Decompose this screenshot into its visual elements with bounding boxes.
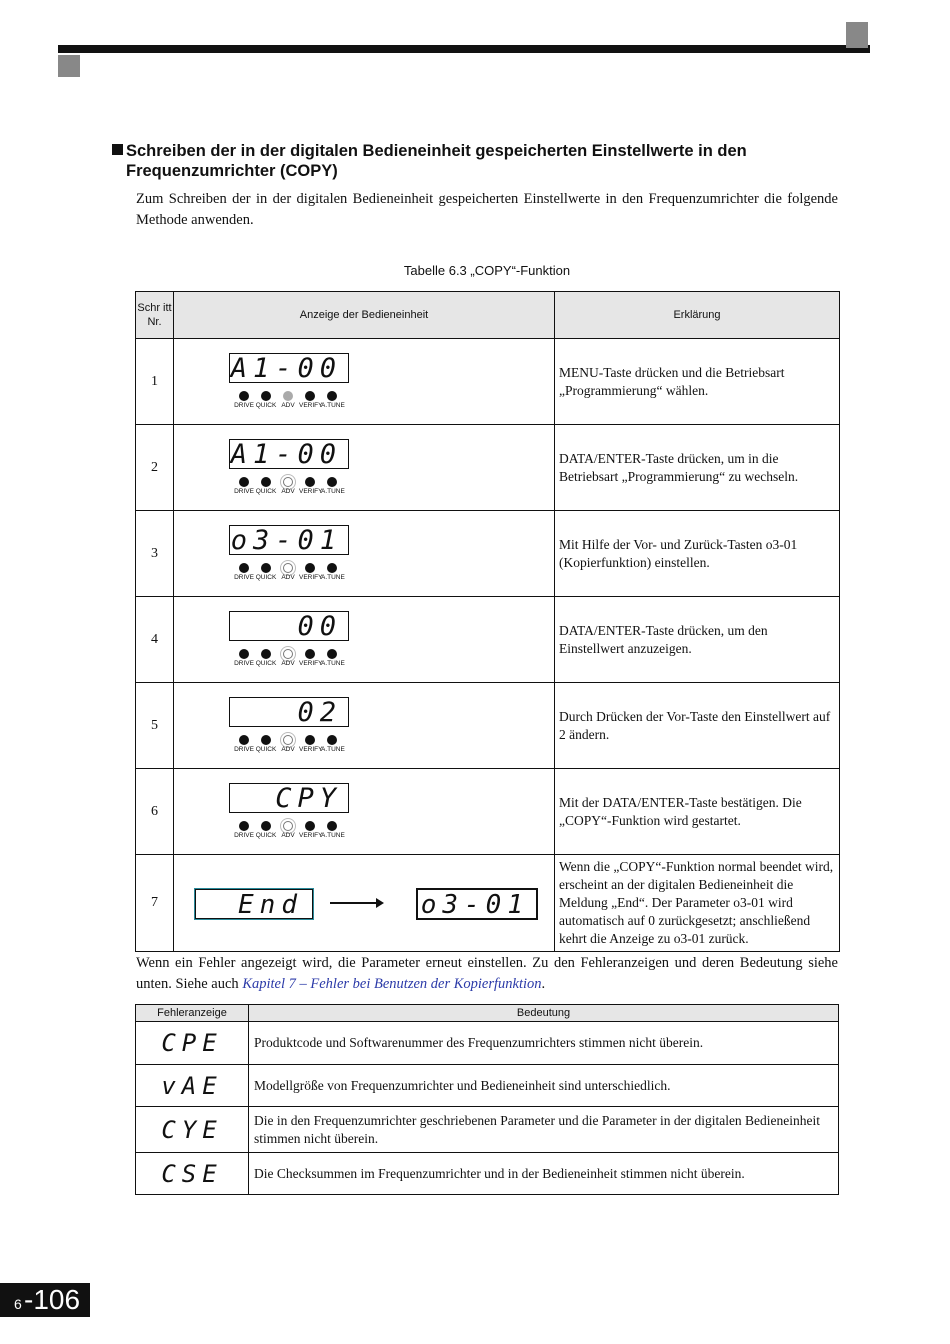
- led-indicator-icon: [327, 477, 337, 487]
- table-row: [136, 425, 840, 511]
- led-indicator-icon: [239, 477, 249, 487]
- led-label: VERIFY: [299, 660, 323, 667]
- led-label: ADV: [281, 746, 295, 753]
- led-indicator-icon: [239, 391, 249, 401]
- header-square-left: [58, 55, 80, 77]
- led-indicator-icon: [327, 735, 337, 745]
- error-code: CPE: [136, 1022, 249, 1065]
- led-row: [233, 735, 353, 753]
- step-number: 4: [136, 597, 174, 683]
- led-label: ADV: [281, 488, 295, 495]
- page-number: -106: [24, 1284, 81, 1315]
- section-heading: Schreiben der in der digitalen Bedieneinheit gespeicherten Einstellwerte in den Frequenzumrichter (COPY): [112, 141, 832, 181]
- led-label: VERIFY: [299, 574, 323, 581]
- led-label: A.TUNE: [321, 746, 345, 753]
- led-indicator-icon: [305, 477, 315, 487]
- led-indicator-icon: [305, 563, 315, 573]
- col-header-step: Schr itt Nr.: [136, 292, 174, 339]
- chapter-number: 6: [14, 1296, 22, 1312]
- lcd-display: o3-01: [229, 525, 349, 555]
- step-number: 5: [136, 683, 174, 769]
- table-caption: Tabelle 6.3 „COPY“-Funktion: [403, 263, 571, 278]
- step-number: 7: [136, 855, 174, 952]
- led-label: DRIVE: [234, 488, 254, 495]
- step-number: 2: [136, 425, 174, 511]
- lcd-display-end: End: [194, 888, 314, 920]
- table-row: [136, 339, 840, 425]
- led-label: DRIVE: [234, 660, 254, 667]
- led-label: ADV: [281, 660, 295, 667]
- led-indicator-icon: [261, 563, 271, 573]
- col-header-error-display: Fehleranzeige: [136, 1005, 249, 1022]
- led-label: A.TUNE: [321, 488, 345, 495]
- table-row: [136, 1065, 839, 1107]
- led-indicator-icon: [305, 821, 315, 831]
- error-code: CSE: [136, 1153, 249, 1195]
- led-indicator-icon: [283, 821, 293, 831]
- led-label: DRIVE: [234, 746, 254, 753]
- copy-steps-table: [135, 291, 840, 952]
- step-explanation: Mit Hilfe der Vor- und Zurück-Tasten o3-01 (Kopierfunktion) einstellen.: [555, 511, 840, 597]
- led-label: DRIVE: [234, 574, 254, 581]
- step-explanation: DATA/ENTER-Taste drücken, um in die Betriebsart „Programmierung“ zu wechseln.: [555, 425, 840, 511]
- step-number: 6: [136, 769, 174, 855]
- col-header-display: Anzeige der Bedieneinheit: [174, 292, 555, 339]
- led-indicator-icon: [261, 391, 271, 401]
- chapter-link[interactable]: Kapitel 7 – Fehler bei Benutzen der Kopierfunktion: [242, 976, 542, 992]
- led-row: [233, 821, 353, 839]
- led-label: ADV: [281, 832, 295, 839]
- led-label: QUICK: [255, 660, 277, 667]
- header-square-right: [846, 22, 868, 48]
- led-label: QUICK: [255, 832, 277, 839]
- col-header-meaning: Bedeutung: [249, 1005, 839, 1022]
- led-label: A.TUNE: [321, 574, 345, 581]
- led-indicator-icon: [261, 821, 271, 831]
- page-number-tab: [0, 1283, 90, 1317]
- led-label: ADV: [281, 574, 295, 581]
- intro-paragraph: Zum Schreiben der in der digitalen Bedieneinheit gespeicherten Einstellwerte in den Frequenzumrichter die folgende Methode anwenden.: [136, 191, 838, 228]
- error-code: CYE: [136, 1107, 249, 1153]
- error-meaning: Die in den Frequenzumrichter geschriebenen Parameter und die Parameter in der digitalen Bedieneinheit stimmen nicht überein.: [249, 1107, 839, 1153]
- col-header-explanation: Erklärung: [555, 292, 840, 339]
- led-indicator-icon: [261, 649, 271, 659]
- led-label: A.TUNE: [321, 660, 345, 667]
- led-label: DRIVE: [234, 402, 254, 409]
- led-label: ADV: [281, 402, 295, 409]
- square-bullet-icon: [112, 144, 123, 155]
- led-indicator-icon: [283, 477, 293, 487]
- led-row: [233, 477, 353, 495]
- led-indicator-icon: [305, 735, 315, 745]
- led-label: VERIFY: [299, 402, 323, 409]
- led-label: QUICK: [255, 574, 277, 581]
- led-indicator-icon: [327, 821, 337, 831]
- error-code: vAE: [136, 1065, 249, 1107]
- table-row: [136, 511, 840, 597]
- error-meaning: Modellgröße von Frequenzumrichter und Bedieneinheit sind unterschiedlich.: [249, 1065, 839, 1107]
- led-indicator-icon: [261, 477, 271, 487]
- led-label: DRIVE: [234, 832, 254, 839]
- error-note-paragraph: Wenn ein Fehler angezeigt wird, die Parameter erneut einstellen. Zu den Fehleranzeigen und deren Bedeutung siehe unten. Siehe auch Kapitel 7 – Fehler bei Benutzen der Kopierfunktion.: [136, 955, 838, 992]
- led-indicator-icon: [305, 649, 315, 659]
- step-explanation: Mit der DATA/ENTER-Taste bestätigen. Die „COPY“-Funktion wird gestartet.: [555, 769, 840, 855]
- lcd-display: A1-00: [229, 439, 349, 469]
- table-row: [136, 769, 840, 855]
- led-indicator-icon: [239, 821, 249, 831]
- table-row: [136, 683, 840, 769]
- step-number: 3: [136, 511, 174, 597]
- lcd-display: A1-00: [229, 353, 349, 383]
- led-label: VERIFY: [299, 832, 323, 839]
- lcd-display: 02: [229, 697, 349, 727]
- led-indicator-icon: [283, 391, 293, 401]
- led-label: QUICK: [255, 746, 277, 753]
- led-indicator-icon: [239, 563, 249, 573]
- led-label: QUICK: [255, 488, 277, 495]
- error-table: [135, 1004, 839, 1195]
- led-indicator-icon: [305, 391, 315, 401]
- led-label: A.TUNE: [321, 832, 345, 839]
- led-label: VERIFY: [299, 746, 323, 753]
- step-number: 1: [136, 339, 174, 425]
- step-explanation: Durch Drücken der Vor-Taste den Einstellwert auf 2 ändern.: [555, 683, 840, 769]
- led-label: VERIFY: [299, 488, 323, 495]
- step-explanation: Wenn die „COPY“-Funktion normal beendet wird, erscheint an der digitalen Bedieneinheit die Meldung „End“. Der Parameter o3-01 wird automatisch auf 0 zurückgesetzt; anschließend kehrt die Anzeige zu o3-01 zurück.: [555, 855, 840, 952]
- led-indicator-icon: [283, 563, 293, 573]
- led-indicator-icon: [239, 735, 249, 745]
- led-row: [233, 563, 353, 581]
- table-row: [136, 597, 840, 683]
- led-indicator-icon: [327, 391, 337, 401]
- led-indicator-icon: [327, 649, 337, 659]
- led-indicator-icon: [327, 563, 337, 573]
- arrow-right-icon: [330, 902, 382, 904]
- lcd-display: 00: [229, 611, 349, 641]
- error-meaning: Die Checksummen im Frequenzumrichter und in der Bedieneinheit stimmen nicht überein.: [249, 1153, 839, 1195]
- lcd-display-o3-01: o3-01: [416, 888, 538, 920]
- table-row: [136, 855, 840, 952]
- step-explanation: DATA/ENTER-Taste drücken, um den Einstellwert anzuzeigen.: [555, 597, 840, 683]
- led-row: [233, 391, 353, 409]
- table-row: [136, 1107, 839, 1153]
- led-indicator-icon: [261, 735, 271, 745]
- table-row: [136, 1022, 839, 1065]
- led-indicator-icon: [239, 649, 249, 659]
- led-indicator-icon: [283, 735, 293, 745]
- led-row: [233, 649, 353, 667]
- led-label: A.TUNE: [321, 402, 345, 409]
- led-label: QUICK: [255, 402, 277, 409]
- step-explanation: MENU-Taste drücken und die Betriebsart „Programmierung“ wählen.: [555, 339, 840, 425]
- error-meaning: Produktcode und Softwarenummer des Frequenzumrichters stimmen nicht überein.: [249, 1022, 839, 1065]
- header-rule: [58, 45, 870, 53]
- lcd-display: CPY: [229, 783, 349, 813]
- led-indicator-icon: [283, 649, 293, 659]
- table-row: [136, 1153, 839, 1195]
